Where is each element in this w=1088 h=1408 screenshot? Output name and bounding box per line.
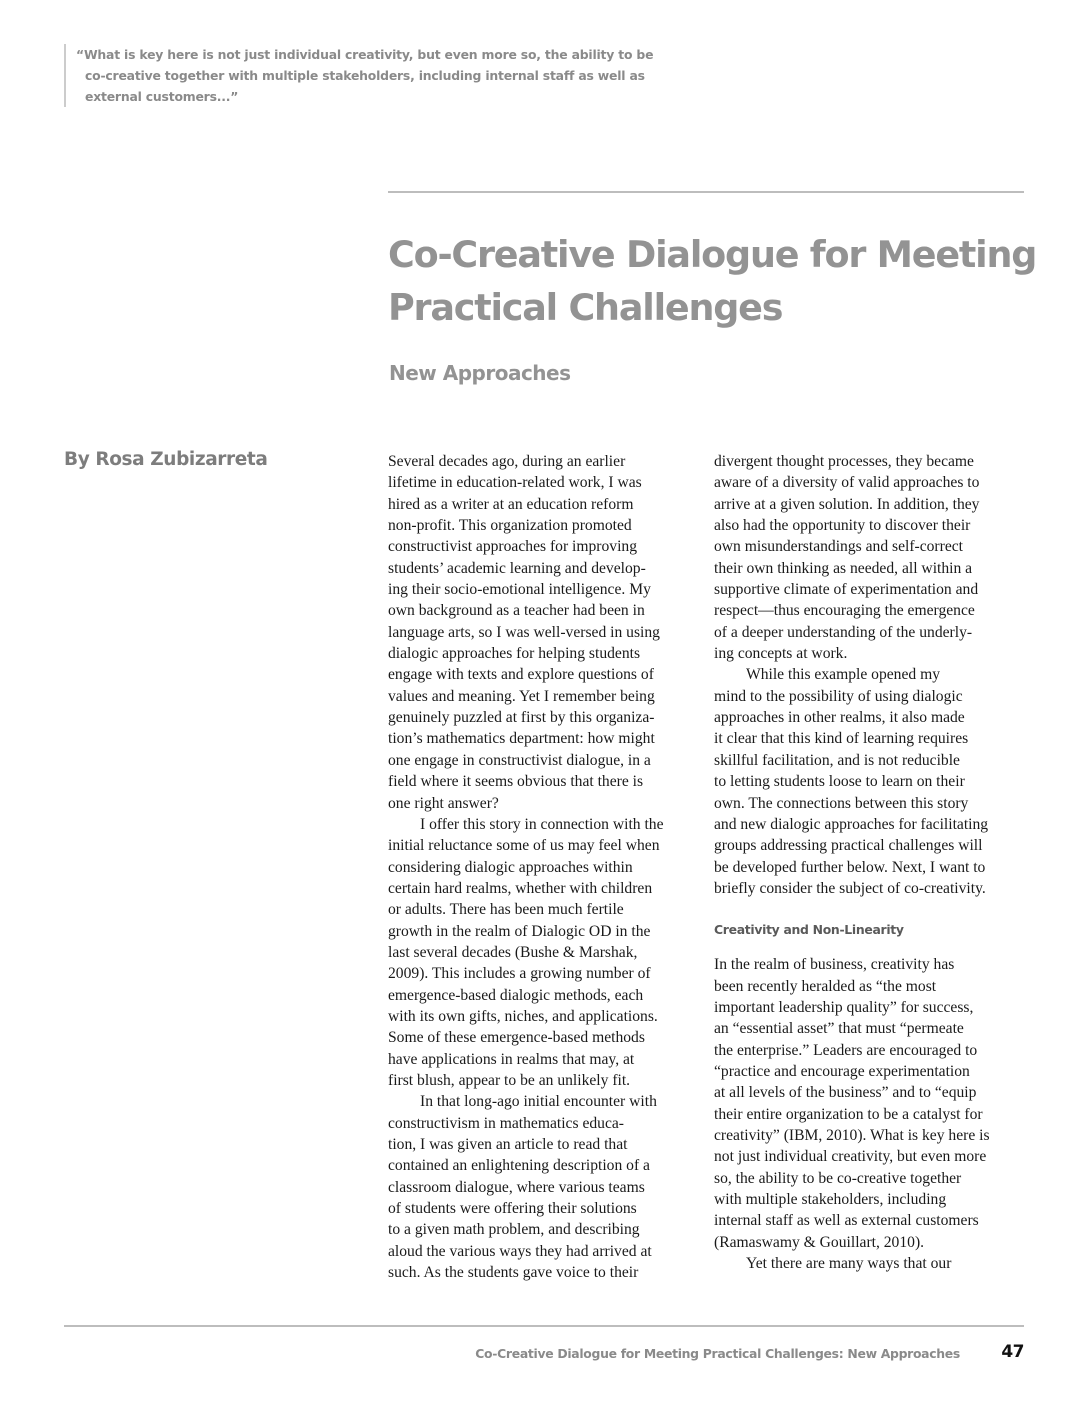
- pull-quote: [64, 44, 654, 107]
- body-line: certain hard realms, whether with children: [388, 879, 653, 897]
- body-line: with multiple stakeholders, including: [714, 1191, 947, 1208]
- body-line: divergent thought processes, they became: [714, 453, 974, 470]
- section-heading: Creativity and Non-Linearity: [714, 922, 904, 938]
- article-title: [388, 228, 1048, 334]
- body-line: students’ academic learning and develop-: [388, 559, 646, 577]
- body-line: contained an enlightening description of a: [388, 1157, 650, 1175]
- body-line: aware of a diversity of valid approaches to: [714, 474, 980, 492]
- body-line: respect—thus encouraging the emergence: [714, 602, 975, 620]
- body-line: 2009). This includes a growing number of: [388, 965, 651, 983]
- running-footer-title: Co-Creative Dialogue for Meeting Practical Challenges: New Approaches: [475, 1346, 960, 1361]
- body-line: Several decades ago, during an earlier: [388, 453, 626, 470]
- body-line: it clear that this kind of learning requires: [714, 730, 969, 748]
- author-byline: By Rosa Zubizarreta: [64, 449, 268, 470]
- body-line: with its own gifts, niches, and applications.: [388, 1007, 658, 1025]
- body-line: While this example opened my: [746, 666, 941, 684]
- body-line: In the realm of business, creativity has: [714, 956, 955, 974]
- body-line: important leadership quality” for success,: [714, 998, 974, 1016]
- pull-quote-line: external customers...”: [85, 89, 239, 104]
- body-line: last several decades (Bushe & Marshak,: [388, 943, 638, 961]
- body-line: “practice and encourage experimentation: [714, 1062, 970, 1080]
- body-line: so, the ability to be co-creative together: [714, 1169, 962, 1187]
- body-line: field where it seems obvious that there is: [388, 773, 644, 791]
- body-line: Some of these emergence-based methods: [388, 1029, 645, 1047]
- body-line: constructivist approaches for improving: [388, 538, 638, 556]
- body-line: an “essential asset” that must “permeate: [714, 1020, 964, 1038]
- body-line: growth in the realm of Dialogic OD in the: [388, 922, 651, 940]
- pull-quote-line: co-creative together with multiple stakeholders, including internal staff as well as: [85, 68, 645, 83]
- body-line: ing their socio-emotional intelligence. My: [388, 581, 651, 599]
- body-line: at all levels of the business” and to “equip: [714, 1084, 977, 1102]
- body-line: the enterprise.” Leaders are encouraged to: [714, 1041, 978, 1059]
- pull-quote-line: “What is key here is not just individual creativity, but even more so, the ability to be: [76, 47, 654, 62]
- body-line: and new dialogic approaches for facilitating: [714, 815, 989, 833]
- body-line: emergence-based dialogic methods, each: [388, 986, 644, 1004]
- article-subtitle: New Approaches: [389, 361, 571, 385]
- body-line: one right answer?: [388, 794, 499, 812]
- body-line: been recently heralded as “the most: [714, 977, 937, 995]
- body-line: creativity” (IBM, 2010). What is key here is: [714, 1126, 990, 1144]
- body-line: have applications in realms that may, at: [388, 1050, 635, 1068]
- body-line: language arts, so I was well-versed in using: [388, 623, 660, 641]
- body-line: own background as a teacher had been in: [388, 602, 645, 620]
- header-divider: [388, 191, 1024, 193]
- body-line: or adults. There has been much fertile: [388, 901, 624, 919]
- body-line: In that long-ago initial encounter with: [420, 1093, 657, 1111]
- body-line: skillful facilitation, and is not reducible: [714, 751, 960, 769]
- body-line: approaches in other realms, it also made: [714, 709, 965, 727]
- body-column-1: [388, 451, 708, 1283]
- body-line: non-profit. This organization promoted: [388, 517, 632, 535]
- body-line: also had the opportunity to discover their: [714, 517, 971, 535]
- article-title-line: Co-Creative Dialogue for Meeting: [388, 233, 1037, 276]
- body-line: classroom dialogue, where various teams: [388, 1178, 645, 1196]
- body-line: (Ramaswamy & Gouillart, 2010).: [714, 1233, 925, 1251]
- body-line: of a deeper understanding of the underly-: [714, 623, 973, 641]
- body-line: tion’s mathematics department: how might: [388, 730, 655, 748]
- body-line: first blush, appear to be an unlikely fit.: [388, 1071, 631, 1089]
- body-line: Yet there are many ways that our: [746, 1255, 952, 1273]
- body-line: be developed further below. Next, I want to: [714, 858, 986, 876]
- body-line: internal staff as well as external customers: [714, 1212, 979, 1230]
- body-line: initial reluctance some of us may feel when: [388, 837, 660, 855]
- body-line: groups addressing practical challenges will: [714, 837, 983, 855]
- body-line: hired as a writer at an education reform: [388, 495, 634, 513]
- body-line: to letting students loose to learn on their: [714, 773, 965, 791]
- footer-divider: [64, 1325, 1024, 1327]
- body-line: tion, I was given an article to read that: [388, 1136, 628, 1153]
- body-line: genuinely puzzled at first by this organiza-: [388, 709, 655, 727]
- body-line: supportive climate of experimentation and: [714, 581, 979, 599]
- body-line: values and meaning. Yet I remember being: [388, 687, 655, 705]
- body-column-2: [714, 451, 1034, 1274]
- body-line: constructivism in mathematics educa-: [388, 1114, 625, 1132]
- body-line: own misunderstandings and self-correct: [714, 538, 963, 556]
- body-line: their entire organization to be a catalyst for: [714, 1105, 983, 1123]
- body-line: lifetime in education-related work, I was: [388, 474, 642, 492]
- body-line: dialogic approaches for helping students: [388, 645, 641, 663]
- body-line: of students were offering their solutions: [388, 1200, 637, 1218]
- body-line: mind to the possibility of using dialogic: [714, 687, 963, 705]
- body-line: briefly consider the subject of co-creativity.: [714, 879, 986, 897]
- article-title-line: Practical Challenges: [388, 286, 783, 329]
- body-line: ing concepts at work.: [714, 645, 848, 663]
- body-line: one engage in constructivist dialogue, in a: [388, 751, 651, 769]
- body-line: considering dialogic approaches within: [388, 858, 633, 876]
- body-line: to a given math problem, and describing: [388, 1221, 640, 1239]
- body-line: I offer this story in connection with the: [420, 815, 664, 833]
- body-line: their own thinking as needed, all within a: [714, 559, 973, 577]
- body-line: arrive at a given solution. In addition, they: [714, 495, 980, 513]
- page-number: 47: [1001, 1342, 1024, 1362]
- body-line: such. As the students gave voice to their: [388, 1264, 639, 1282]
- body-line: not just individual creativity, but even more: [714, 1148, 987, 1166]
- body-line: own. The connections between this story: [714, 794, 969, 812]
- body-line: aloud the various ways they had arrived at: [388, 1242, 652, 1260]
- body-line: engage with texts and explore questions of: [388, 666, 654, 684]
